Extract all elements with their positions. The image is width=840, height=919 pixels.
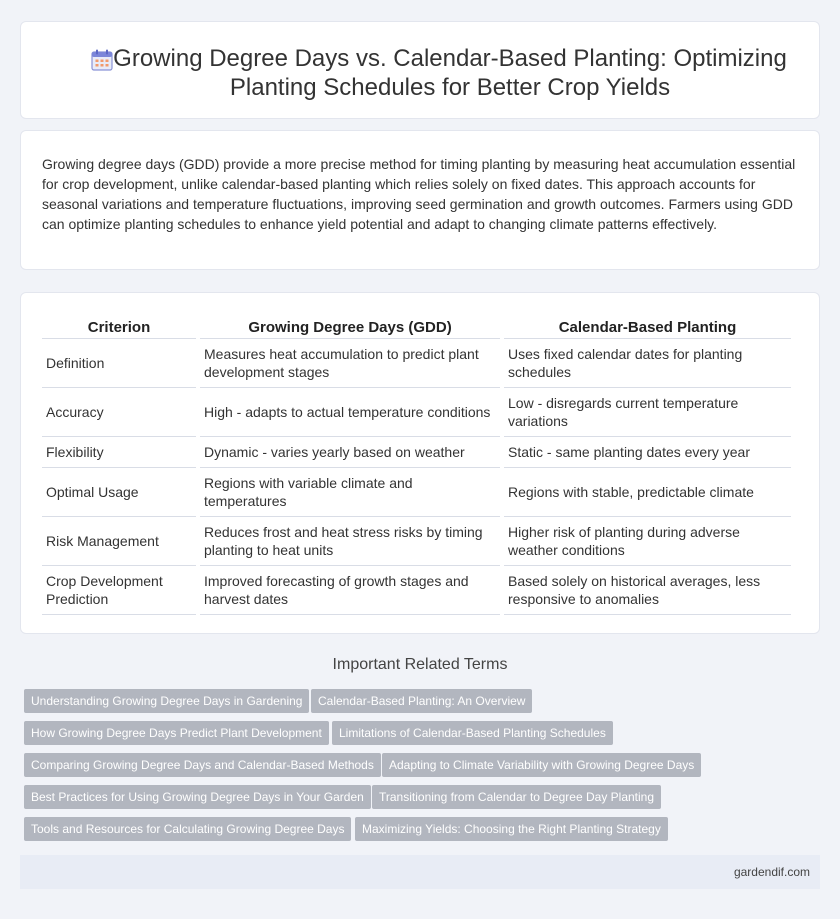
related-term-link[interactable]: Tools and Resources for Calculating Growing Degree Days bbox=[24, 817, 351, 841]
table-cell: Risk Management bbox=[42, 517, 196, 566]
table-cell: Low - disregards current temperature variations bbox=[504, 388, 791, 437]
table-row bbox=[42, 566, 791, 615]
table-row bbox=[42, 339, 791, 388]
table-cell: Reduces frost and heat stress risks by timing planting to heat units bbox=[200, 517, 500, 566]
related-terms-heading: Important Related Terms bbox=[332, 656, 508, 673]
table-row bbox=[42, 468, 791, 517]
table-cell: Regions with variable climate and temperatures bbox=[200, 468, 500, 517]
table-row bbox=[42, 437, 791, 468]
related-term-link[interactable]: Maximizing Yields: Choosing the Right Planting Strategy bbox=[355, 817, 668, 841]
related-term-link[interactable]: Transitioning from Calendar to Degree Day Planting bbox=[372, 785, 661, 809]
table-cell: Definition bbox=[42, 339, 196, 388]
table-cell: Static - same planting dates every year bbox=[504, 437, 791, 468]
table-cell: Regions with stable, predictable climate bbox=[504, 468, 791, 517]
title-card bbox=[20, 21, 820, 119]
table-row bbox=[42, 517, 791, 566]
table-cell: Dynamic - varies yearly based on weather bbox=[200, 437, 500, 468]
table-cell: Accuracy bbox=[42, 388, 196, 437]
column-header-gdd: Growing Degree Days (GDD) bbox=[200, 315, 500, 339]
related-term-link[interactable]: Comparing Growing Degree Days and Calendar-Based Methods bbox=[24, 753, 381, 777]
column-header-calendar: Calendar-Based Planting bbox=[504, 315, 791, 339]
comparison-table bbox=[38, 315, 795, 615]
table-cell: Based solely on historical averages, less responsive to anomalies bbox=[504, 566, 791, 615]
related-term-link[interactable]: How Growing Degree Days Predict Plant Development bbox=[24, 721, 329, 745]
table-cell: Flexibility bbox=[42, 437, 196, 468]
related-term-link[interactable]: Understanding Growing Degree Days in Gardening bbox=[24, 689, 309, 713]
table-cell: Improved forecasting of growth stages and harvest dates bbox=[200, 566, 500, 615]
table-cell: Crop Development Prediction bbox=[42, 566, 196, 615]
related-term-link[interactable]: Best Practices for Using Growing Degree Days in Your Garden bbox=[24, 785, 371, 809]
table-cell: Optimal Usage bbox=[42, 468, 196, 517]
related-term-link[interactable]: Adapting to Climate Variability with Growing Degree Days bbox=[382, 753, 701, 777]
footer bbox=[20, 855, 820, 889]
intro-paragraph: Growing degree days (GDD) provide a more precise method for timing planting by measuring heat accumulation essential for crop development, unlike calendar-based planting which relies solely on fixed dates. This approach accounts for seasonal variations and temperature fluctuations, improving seed germination and growth outcomes. Farmers using GDD can optimize planting schedules to enhance yield potential and adapt to changing climate patterns effectively. bbox=[42, 156, 796, 232]
table-header-row bbox=[42, 315, 791, 339]
table-cell: Higher risk of planting during adverse weather conditions bbox=[504, 517, 791, 566]
footer-site-name: gardendif.com bbox=[733, 865, 810, 879]
table-row bbox=[42, 388, 791, 437]
page-title: Growing Degree Days vs. Calendar-Based Planting: Optimizing Planting Schedules for Better Crop Yields bbox=[113, 45, 787, 101]
comparison-table-card bbox=[20, 292, 820, 634]
table-cell: Uses fixed calendar dates for planting schedules bbox=[504, 339, 791, 388]
table-cell: Measures heat accumulation to predict plant development stages bbox=[200, 339, 500, 388]
column-header-criterion: Criterion bbox=[42, 315, 196, 339]
related-term-link[interactable]: Calendar-Based Planting: An Overview bbox=[311, 689, 532, 713]
related-term-link[interactable]: Limitations of Calendar-Based Planting Schedules bbox=[332, 721, 613, 745]
table-cell: High - adapts to actual temperature conditions bbox=[200, 388, 500, 437]
intro-card bbox=[20, 130, 820, 270]
